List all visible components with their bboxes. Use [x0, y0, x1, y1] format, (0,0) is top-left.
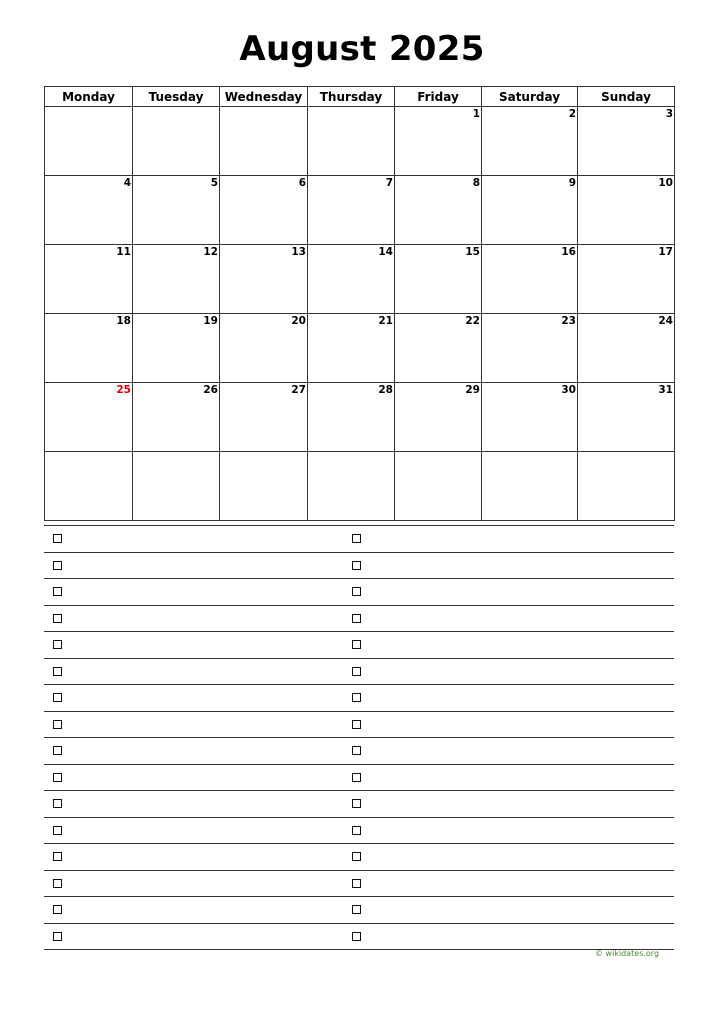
checklist-row: [44, 818, 674, 845]
checkbox-icon[interactable]: [352, 932, 361, 941]
day-cell-holiday: 25: [45, 383, 133, 452]
checkbox-icon[interactable]: [53, 614, 62, 623]
day-cell: 24: [578, 314, 675, 383]
day-cell: 10: [578, 176, 675, 245]
checklist-row: [44, 632, 674, 659]
week-row: [45, 452, 675, 521]
day-cell: [308, 107, 395, 176]
day-cell: 15: [395, 245, 482, 314]
day-cell: [578, 452, 675, 521]
checkbox-icon[interactable]: [53, 852, 62, 861]
checkbox-icon[interactable]: [53, 720, 62, 729]
checklist: [44, 525, 674, 950]
day-cell: 29: [395, 383, 482, 452]
checklist-row: [44, 844, 674, 871]
day-cell: 16: [482, 245, 578, 314]
day-cell: 7: [308, 176, 395, 245]
day-cell: [395, 452, 482, 521]
checklist-row: [44, 553, 674, 580]
day-cell: 31: [578, 383, 675, 452]
checkbox-icon[interactable]: [53, 799, 62, 808]
checklist-row: [44, 765, 674, 792]
day-cell: 13: [220, 245, 308, 314]
checkbox-icon[interactable]: [352, 852, 361, 861]
weekday-header: Friday: [395, 87, 482, 107]
checklist-row: [44, 712, 674, 739]
week-row: [45, 107, 675, 176]
checkbox-icon[interactable]: [53, 693, 62, 702]
day-cell: 27: [220, 383, 308, 452]
checkbox-icon[interactable]: [53, 746, 62, 755]
weekday-header: Saturday: [482, 87, 578, 107]
checkbox-icon[interactable]: [352, 720, 361, 729]
checkbox-icon[interactable]: [352, 640, 361, 649]
day-cell: 2: [482, 107, 578, 176]
checklist-row: [44, 659, 674, 686]
day-cell: [133, 107, 220, 176]
checklist-row: [44, 791, 674, 818]
day-cell: 12: [133, 245, 220, 314]
day-cell: 11: [45, 245, 133, 314]
checkbox-icon[interactable]: [53, 561, 62, 570]
day-cell: [133, 452, 220, 521]
week-row: [45, 383, 675, 452]
day-cell: 5: [133, 176, 220, 245]
weekday-header: Sunday: [578, 87, 675, 107]
checkbox-icon[interactable]: [352, 534, 361, 543]
checklist-row: [44, 606, 674, 633]
checkbox-icon[interactable]: [53, 534, 62, 543]
weekday-header: Wednesday: [220, 87, 308, 107]
day-cell: 20: [220, 314, 308, 383]
day-cell: [220, 107, 308, 176]
checklist-row: [44, 685, 674, 712]
checkbox-icon[interactable]: [352, 746, 361, 755]
day-cell: 14: [308, 245, 395, 314]
day-cell: 1: [395, 107, 482, 176]
day-cell: 4: [45, 176, 133, 245]
checkbox-icon[interactable]: [53, 932, 62, 941]
checkbox-icon[interactable]: [352, 799, 361, 808]
checkbox-icon[interactable]: [53, 826, 62, 835]
day-cell: [45, 107, 133, 176]
weekday-header: Tuesday: [133, 87, 220, 107]
day-cell: [45, 452, 133, 521]
day-cell: 28: [308, 383, 395, 452]
month-grid: [44, 86, 675, 521]
checklist-row: [44, 526, 674, 553]
day-cell: 26: [133, 383, 220, 452]
checkbox-icon[interactable]: [352, 879, 361, 888]
day-cell: 8: [395, 176, 482, 245]
week-row: [45, 314, 675, 383]
checklist-row: [44, 871, 674, 898]
day-cell: [308, 452, 395, 521]
footer-credit: © wikidates.org: [595, 949, 660, 958]
calendar-title: August 2025: [239, 29, 485, 69]
weekday-header-row: [45, 87, 675, 107]
day-cell: 22: [395, 314, 482, 383]
checkbox-icon[interactable]: [352, 667, 361, 676]
checkbox-icon[interactable]: [53, 667, 62, 676]
day-cell: 18: [45, 314, 133, 383]
checklist-row: [44, 738, 674, 765]
day-cell: 9: [482, 176, 578, 245]
day-cell: 21: [308, 314, 395, 383]
day-cell: 30: [482, 383, 578, 452]
week-row: [45, 245, 675, 314]
day-cell: [482, 452, 578, 521]
checkbox-icon[interactable]: [53, 905, 62, 914]
checklist-row: [44, 579, 674, 606]
checkbox-icon[interactable]: [53, 640, 62, 649]
checkbox-icon[interactable]: [352, 587, 361, 596]
checkbox-icon[interactable]: [53, 587, 62, 596]
checklist-row: [44, 897, 674, 924]
checkbox-icon[interactable]: [352, 614, 361, 623]
weekday-header: Thursday: [308, 87, 395, 107]
checklist-row: [44, 924, 674, 951]
checkbox-icon[interactable]: [352, 826, 361, 835]
checkbox-icon[interactable]: [53, 773, 62, 782]
checkbox-icon[interactable]: [53, 879, 62, 888]
day-cell: [220, 452, 308, 521]
day-cell: 3: [578, 107, 675, 176]
day-cell: 17: [578, 245, 675, 314]
checkbox-icon[interactable]: [352, 773, 361, 782]
week-row: [45, 176, 675, 245]
checkbox-icon[interactable]: [352, 693, 361, 702]
checkbox-icon[interactable]: [352, 905, 361, 914]
weekday-header: Monday: [45, 87, 133, 107]
day-cell: 6: [220, 176, 308, 245]
checkbox-icon[interactable]: [352, 561, 361, 570]
day-cell: 23: [482, 314, 578, 383]
day-cell: 19: [133, 314, 220, 383]
